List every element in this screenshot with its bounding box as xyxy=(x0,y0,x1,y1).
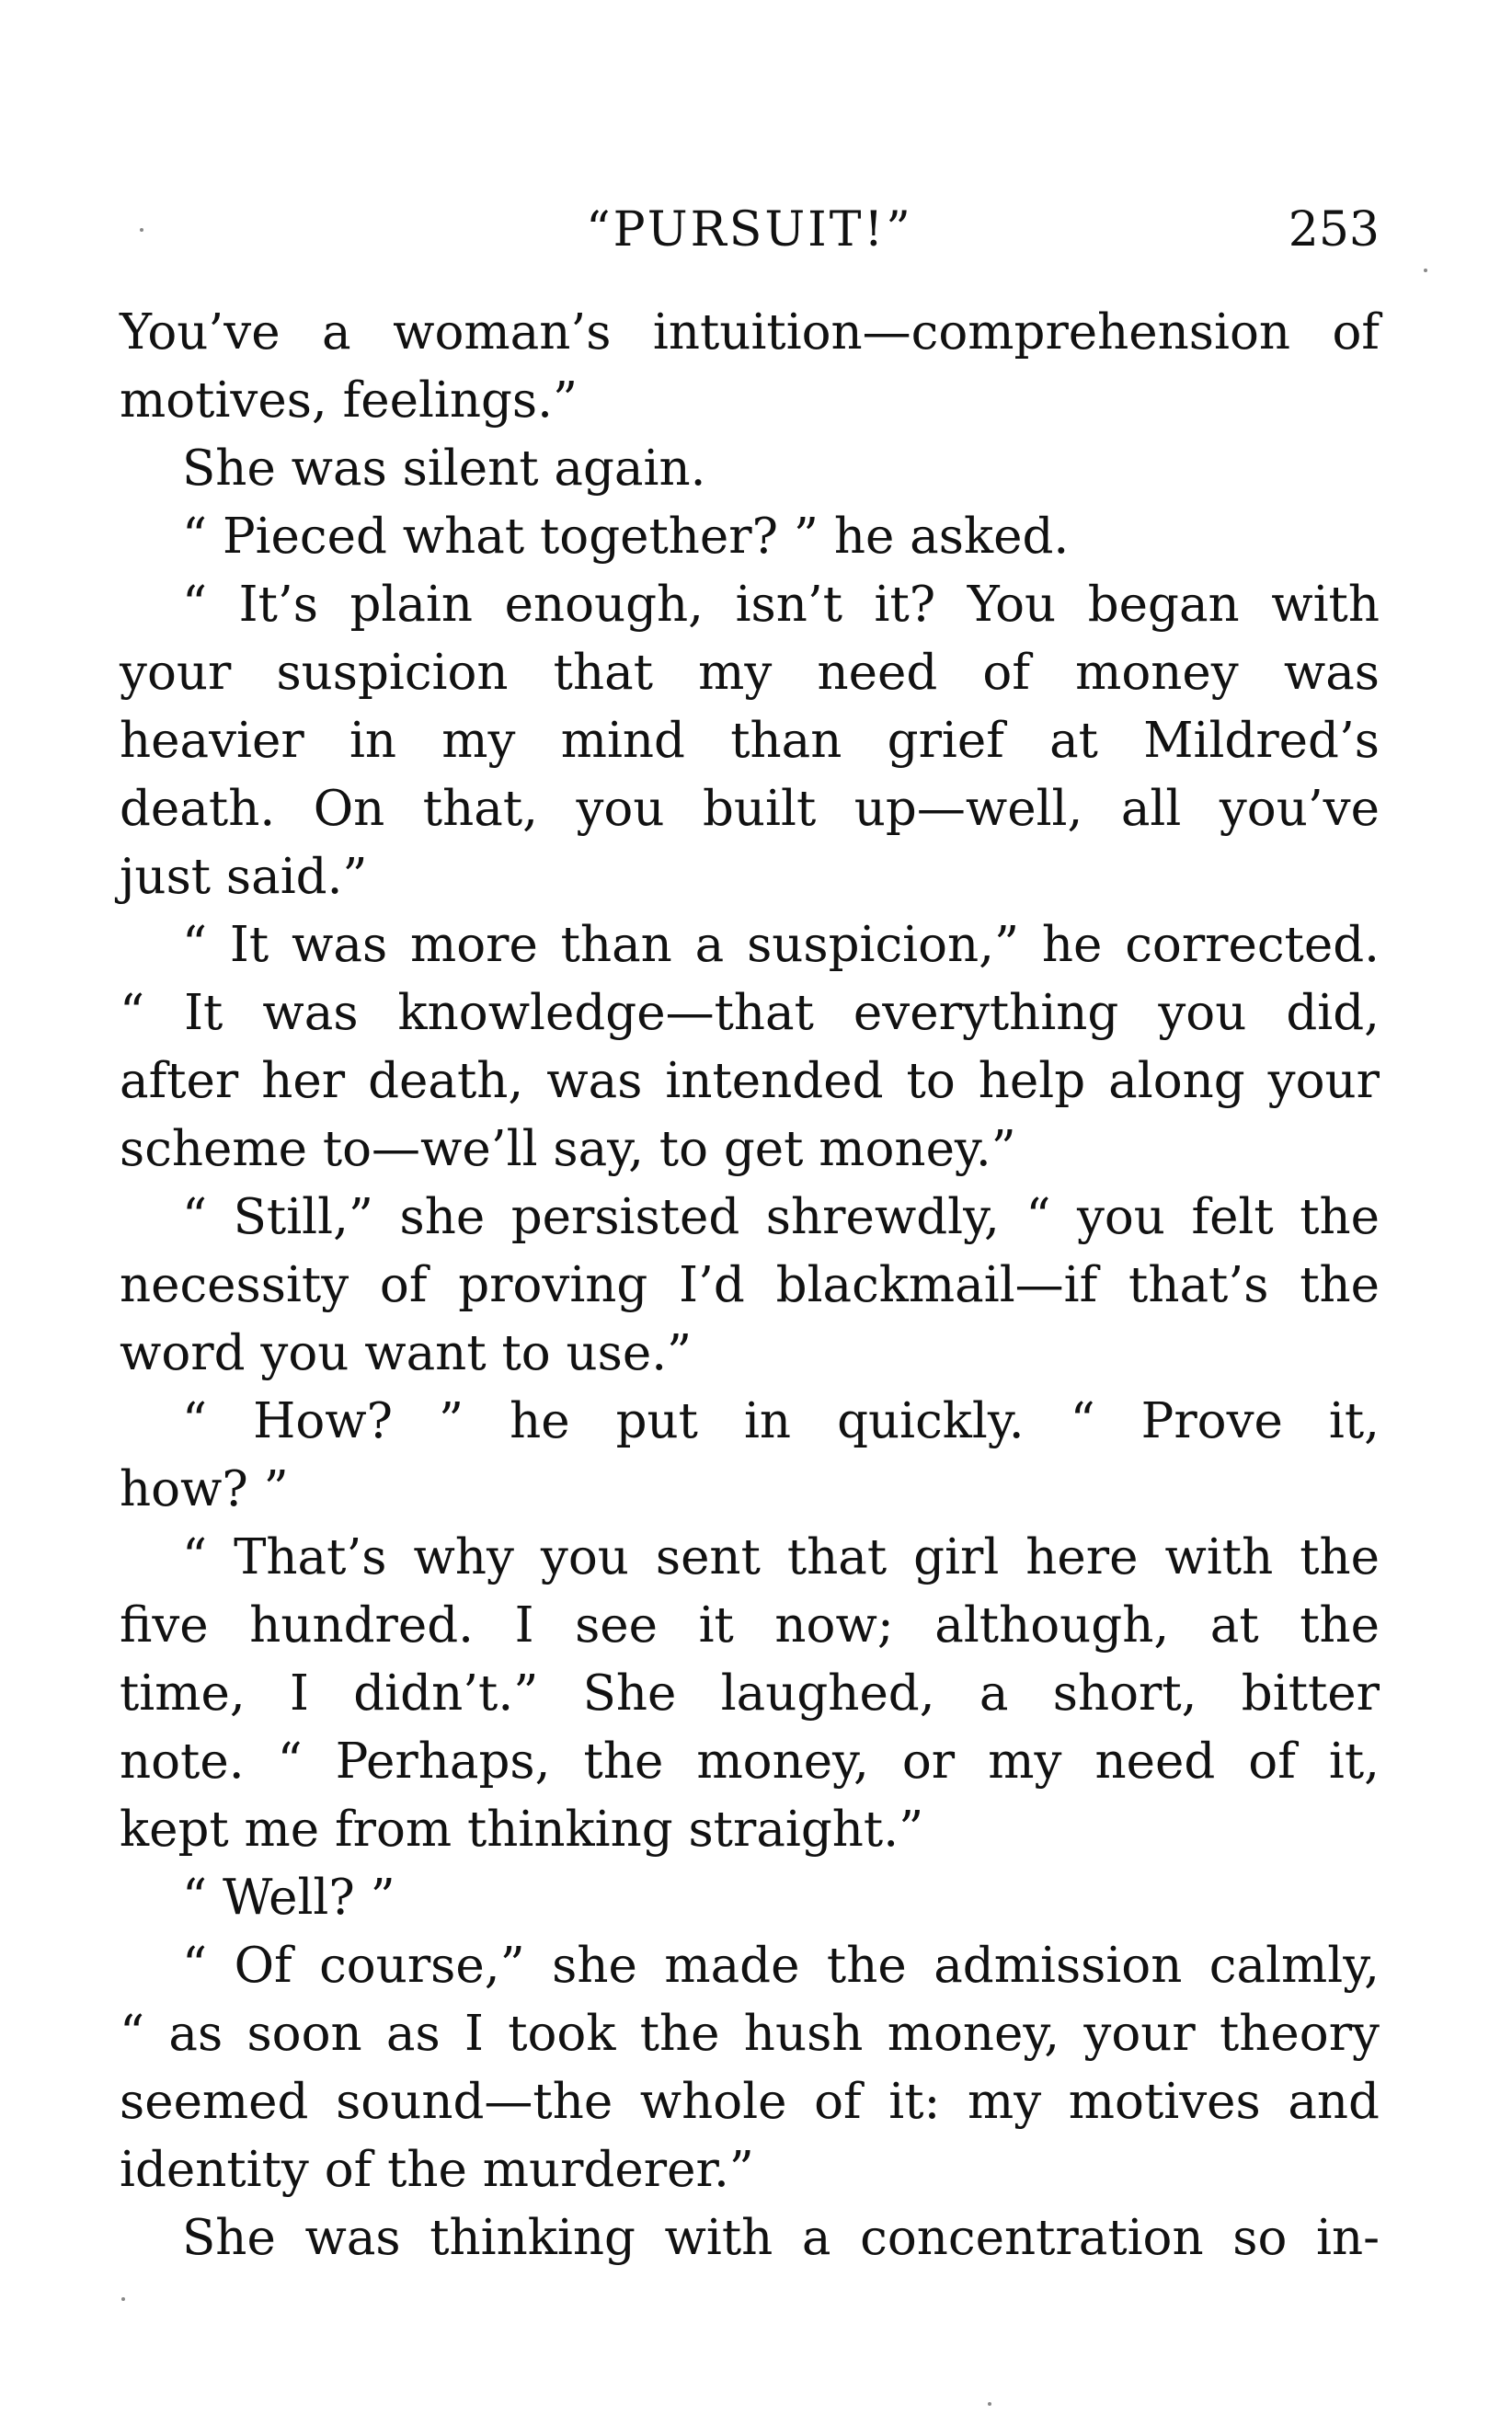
text-line: how? ” xyxy=(120,1461,289,1517)
paper-speck xyxy=(1424,269,1427,272)
text-line: “ Pieced what together? ” he asked. xyxy=(182,509,1070,565)
paper-speck xyxy=(140,228,143,232)
text-line: “ It was more than a suspicion,” he corrected. xyxy=(182,917,1380,973)
text-line: heavier in my mind than grief at Mildred’s xyxy=(120,713,1380,769)
text-line: motives, feelings.” xyxy=(120,372,578,429)
text-line: scheme to—we’ll say, to get money.” xyxy=(120,1121,1016,1177)
text-line: your suspicion that my need of money was xyxy=(120,645,1380,701)
text-line: necessity of proving I’d blackmail—if that’s the xyxy=(120,1257,1380,1313)
text-line: five hundred. I see it now; although, at the xyxy=(120,1597,1380,1654)
text-line: just said.” xyxy=(120,849,368,905)
paper-speck xyxy=(121,2297,125,2301)
text-line: She was thinking with a concentration so in- xyxy=(182,2210,1380,2266)
text-line: identity of the murderer.” xyxy=(120,2142,754,2198)
text-line: “ It’s plain enough, isn’t it? You began with xyxy=(182,577,1380,633)
running-head: “PURSUIT!” xyxy=(586,202,913,257)
text-line: time, I didn’t.” She laughed, a short, bitter xyxy=(120,1665,1380,1722)
text-line: “ Of course,” she made the admission calmly, xyxy=(182,1938,1380,1994)
paper-speck xyxy=(988,2402,991,2406)
text-line: “ as soon as I took the hush money, your theory xyxy=(120,2006,1380,2062)
body-text xyxy=(120,299,1380,2272)
text-line: “ Well? ” xyxy=(182,1870,395,1926)
text-line: seemed sound—the whole of it: my motives and xyxy=(120,2074,1380,2130)
page-number: 253 xyxy=(1288,202,1380,257)
text-line: “ Still,” she persisted shrewdly, “ you felt the xyxy=(182,1189,1380,1245)
text-line: “ It was knowledge—that everything you did, xyxy=(120,985,1380,1041)
text-line: kept me from thinking straight.” xyxy=(120,1802,924,1858)
text-line: You’ve a woman’s intuition—comprehension of xyxy=(120,304,1380,360)
text-line: note. “ Perhaps, the money, or my need of it, xyxy=(120,1734,1380,1790)
text-line: after her death, was intended to help along your xyxy=(120,1053,1380,1109)
text-line: word you want to use.” xyxy=(120,1325,693,1381)
text-line: “ That’s why you sent that girl here with the xyxy=(182,1529,1380,1585)
text-line: She was silent again. xyxy=(182,441,706,497)
text-line: “ How? ” he put in quickly. “ Prove it, xyxy=(182,1393,1380,1449)
text-line: death. On that, you built up—well, all you’ve xyxy=(120,781,1380,837)
page-header xyxy=(120,198,1380,262)
